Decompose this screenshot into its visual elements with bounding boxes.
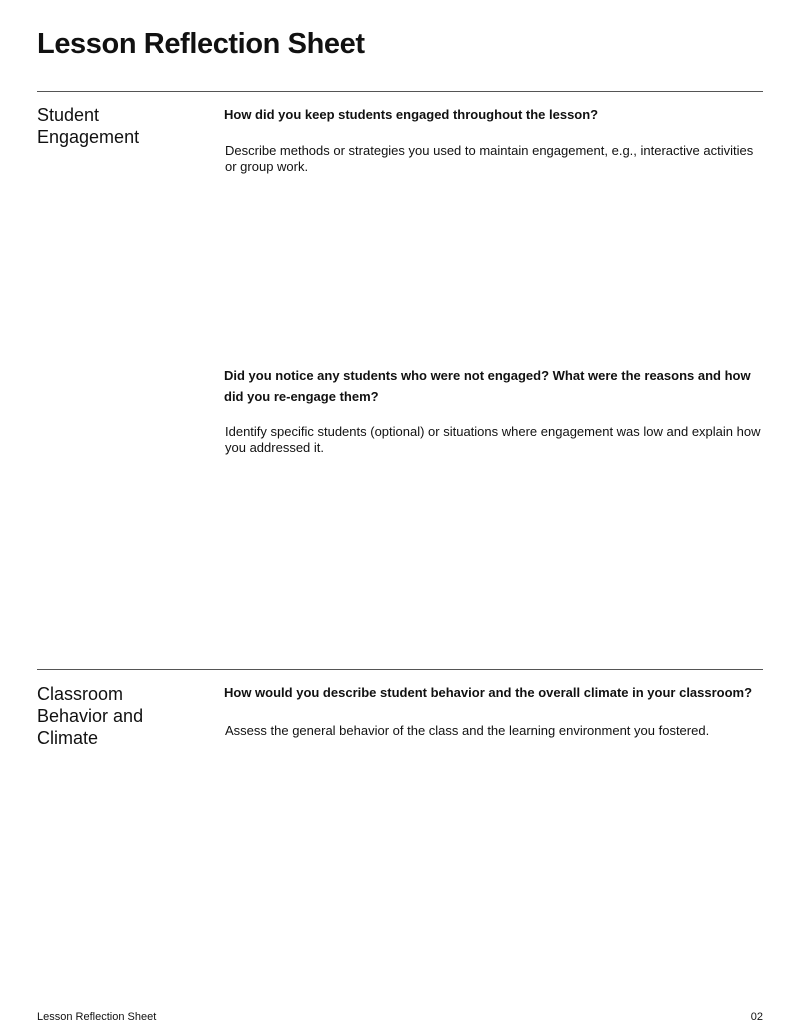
question-disengaged-students: Did you notice any students who were not engaged? What were the reasons and how did you re-engage them? — [224, 368, 751, 404]
guidance-disengaged-students: Identify specific students (optional) or situations where engagement was low and explain how you addressed it. — [225, 424, 761, 455]
page-title: Lesson Reflection Sheet — [37, 28, 365, 60]
section-label-student-engagement: Student Engagement — [37, 105, 140, 147]
footer-page-number: 02 — [750, 1011, 763, 1023]
guidance-behavior-climate: Assess the general behavior of the class and the learning environment you fostered. — [225, 723, 710, 738]
footer-title: Lesson Reflection Sheet — [37, 1011, 157, 1023]
section-divider — [37, 91, 763, 92]
guidance-engagement-methods: Describe methods or strategies you used to maintain engagement, e.g., interactive activities or group work. — [225, 143, 754, 174]
question-engagement-methods: How did you keep students engaged throughout the lesson? — [224, 107, 599, 122]
section-label-classroom-behavior: Classroom Behavior and Climate — [37, 684, 144, 748]
question-behavior-climate: How would you describe student behavior and the overall climate in your classroom? — [224, 685, 753, 700]
section-divider — [37, 669, 763, 670]
